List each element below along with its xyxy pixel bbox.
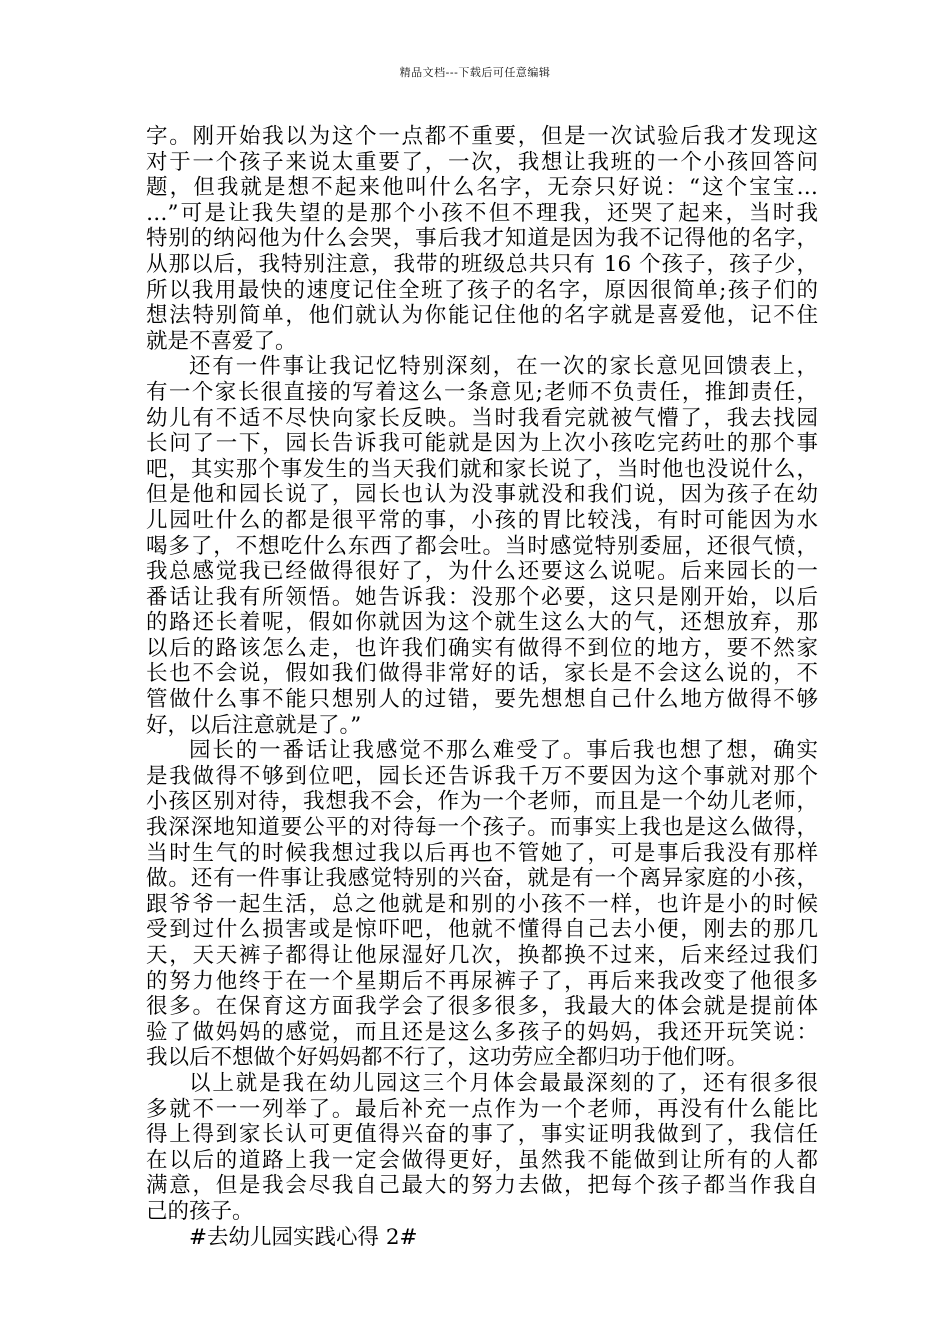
text-line: 好，以后注意就是了。” — [146, 712, 362, 738]
text-line: 当时生气的时候我想过我以后再也不管她了，可是事后我没有那样 — [146, 840, 818, 866]
text-line: 我以后不想做个好妈妈都不行了，这功劳应全都归功于他们呀。 — [146, 1045, 749, 1071]
paragraph — [146, 738, 818, 1071]
text-line: 很多。在保育这方面我学会了很多很多，我最大的体会就是提前体 — [146, 994, 818, 1020]
text-line: 特别的纳闷他为什么会哭，事后我才知道是因为我不记得他的名字， — [146, 226, 818, 252]
text-line: 天，天天裤子都得让他尿湿好几次，换都换不过来，后来经过我们 — [146, 943, 818, 968]
text-line: 是我做得不够到位吧，园长还告诉我千万不要因为这个事就对那个 — [146, 763, 818, 789]
paragraph — [146, 1071, 818, 1225]
text-line: 对于一个孩子来说太重要了，一次，我想让我班的一个小孩回答问 — [146, 149, 818, 175]
text-line: 受到过什么损害或是惊吓吧，他就不懂得自己去小便，刚去的那几 — [146, 917, 818, 943]
text-line: 但是他和园长说了，园长也认为没事就没和我们说，因为孩子在幼 — [146, 482, 818, 508]
text-line: 满意，但是我会尽我自己最大的努力去做，把每个孩子都当作我自 — [146, 1173, 818, 1199]
text-line: 我总感觉我已经做得很好了，为什么还要这么说呢。后来园长的一 — [146, 559, 818, 585]
text-line: 以后的路该怎么走，也许我们确实有做得不到位的地方，要不然家 — [146, 635, 818, 661]
text-line: 字。刚开始我以为这个一点都不重要，但是一次试验后我才发现这 — [146, 124, 818, 149]
paragraph — [146, 124, 818, 354]
paragraph — [146, 354, 818, 738]
text-line: 还有一件事让我记忆特别深刻，在一次的家长意见回馈表上， — [189, 354, 818, 380]
text-line: 吧，其实那个事发生的当天我们就和家长说了，当时他也没说什么， — [146, 456, 818, 482]
document-body — [146, 124, 818, 1250]
text-line: 从那以后，我特别注意，我带的班级总共只有 16 个孩子，孩子少， — [146, 251, 818, 277]
text-line: 的努力他终于在一个星期后不再尿裤子了，再后来我改变了他很多 — [146, 968, 818, 994]
text-line: 得上得到家长认可更值得兴奋的事了，事实证明我做到了，我信任 — [146, 1122, 818, 1148]
text-line: 园长的一番话让我感觉不那么难受了。事后我也想了想，确实 — [189, 738, 818, 764]
text-line: #去幼儿园实践心得 2# — [189, 1224, 418, 1250]
text-line: 长问了一下，园长告诉我可能就是因为上次小孩吃完药吐的那个事 — [146, 431, 818, 457]
text-line: 在以后的道路上我一定会做得更好，虽然我不能做到让所有的人都 — [146, 1147, 818, 1173]
text-line: 幼儿有不适不尽快向家长反映。当时我看完就被气懵了，我去找园 — [146, 405, 818, 431]
text-line: 番话让我有所领悟。她告诉我：没那个必要，这只是刚开始，以后 — [146, 584, 818, 610]
text-line: 跟爷爷一起生活，总之他就是和别的小孩不一样，也许是小的时候 — [146, 891, 818, 917]
text-line: 做。还有一件事让我感觉特别的兴奋，就是有一个离异家庭的小孩， — [146, 866, 818, 892]
text-line: 以上就是我在幼儿园这三个月体会最最深刻的了，还有很多很 — [189, 1070, 818, 1096]
text-line: 想法特别简单，他们就认为你能记住他的名字就是喜爱他，记不住 — [146, 303, 818, 329]
text-line: 所以我用最快的速度记住全班了孩子的名字，原因很简单;孩子们的 — [146, 277, 818, 303]
text-line: …”可是让我失望的是那个小孩不但不理我，还哭了起来，当时我 — [146, 200, 818, 226]
text-line: 己的孩子。 — [146, 1198, 254, 1224]
text-line: 就是不喜爱了。 — [146, 328, 297, 354]
text-line: 我深深地知道要公平的对待每一个孩子。而事实上我也是这么做得， — [146, 815, 818, 841]
text-line: 喝多了，不想吃什么东西了都会吐。当时感觉特别委屈，还很气愤， — [146, 533, 818, 559]
text-line: 题，但我就是想不起来他叫什么名字，无奈只好说：“这个宝宝… — [146, 175, 818, 201]
text-line: 多就不一一列举了。最后补充一点作为一个老师，再没有什么能比 — [146, 1096, 818, 1122]
page-header-watermark: 精品文档---下载后可任意编辑 — [399, 66, 551, 79]
text-line: 验了做妈妈的感觉，而且还是这么多孩子的妈妈，我还开玩笑说： — [146, 1019, 818, 1045]
text-line: 有一个家长很直接的写着这么一条意见;老师不负责任，推卸责任， — [146, 379, 818, 405]
text-line: 的路还长着呢，假如你就因为这个就生这么大的气，还想放弃，那 — [146, 610, 818, 636]
text-line: 管做什么事不能只想别人的过错，要先想想自己什么地方做得不够 — [146, 687, 818, 713]
text-line: 小孩区别对待，我想我不会，作为一个老师，而且是一个幼儿老师， — [146, 789, 818, 815]
text-line: 儿园吐什么的都是很平常的事，小孩的胃比较浅，有时可能因为水 — [146, 507, 818, 533]
section-heading — [146, 1225, 818, 1251]
text-line: 长也不会说，假如我们做得非常好的话，家长是不会这么说的，不 — [146, 661, 818, 687]
